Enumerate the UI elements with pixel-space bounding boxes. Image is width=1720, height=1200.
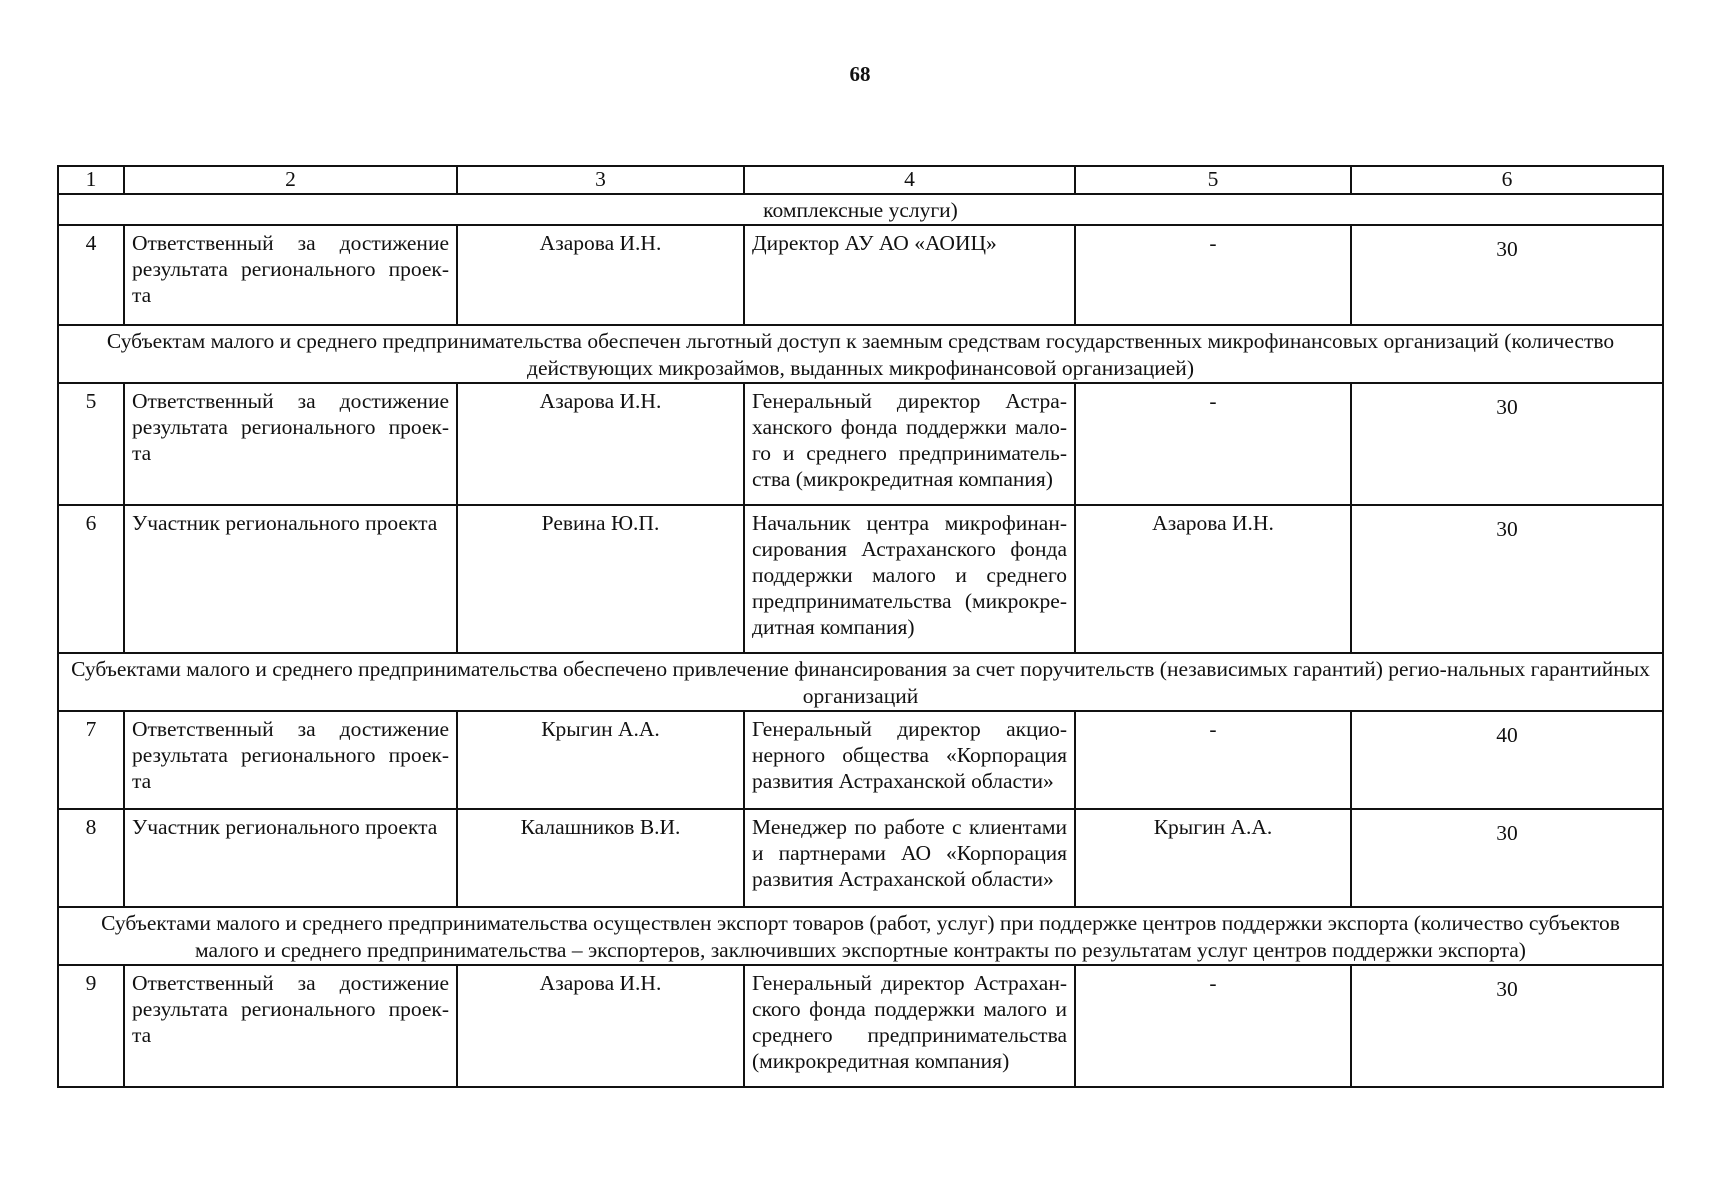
table-row (58, 505, 1663, 653)
row-person: Азарова И.Н. (457, 965, 744, 1087)
row-position: Генеральный директор Астра-ханского фонда поддержки мало-го и среднего предприниматель-ства (микрокредитная компания) (744, 383, 1075, 505)
row-role: Ответственный за достижение результата регионального проек-та (124, 225, 457, 325)
row-position: Генеральный директор акцио-нерного общества «Корпорация развития Астраханской области» (744, 711, 1075, 809)
row-supervisor: - (1075, 225, 1351, 325)
column-header-6: 6 (1351, 166, 1663, 194)
row-role: Ответственный за достижение результата регионального проек-та (124, 965, 457, 1087)
section-row (58, 653, 1663, 711)
row-role: Ответственный за достижение результата регионального проек-та (124, 711, 457, 809)
row-number: 9 (58, 965, 124, 1087)
row-supervisor: - (1075, 383, 1351, 505)
row-number: 5 (58, 383, 124, 505)
row-value: 30 (1351, 505, 1663, 653)
row-person: Азарова И.Н. (457, 225, 744, 325)
row-number: 8 (58, 809, 124, 907)
row-value: 30 (1351, 809, 1663, 907)
row-value: 30 (1351, 225, 1663, 325)
section-title: Субъектам малого и среднего предпринимательства обеспечен льготный доступ к заемным средствам государственных микрофинансовых организаций (количество действующих микрозаймов, выданных микрофинансовой организацией) (58, 325, 1663, 383)
table-row (58, 809, 1663, 907)
row-role: Ответственный за достижение результата регионального проек-та (124, 383, 457, 505)
row-position: Директор АУ АО «АОИЦ» (744, 225, 1075, 325)
row-person: Крыгин А.А. (457, 711, 744, 809)
row-position: Генеральный директор Астрахан-ского фонда поддержки малого и среднего предпринимательства (микрокредитная компания) (744, 965, 1075, 1087)
column-header-1: 1 (58, 166, 124, 194)
column-header-4: 4 (744, 166, 1075, 194)
responsibility-table (57, 165, 1664, 1088)
section-title: Субъектами малого и среднего предпринимательства осуществлен экспорт товаров (работ, услуг) при поддержке центров поддержки экспорта (количество субъектов малого и среднего предпринимательства – экспортеров, заключивших экспортные контракты по результатам услуг центров поддержки экспорта) (58, 907, 1663, 965)
section-title: Субъектами малого и среднего предпринимательства обеспечено привлечение финансирования за счет поручительств (независимых гарантий) регио-нальных гарантийных организаций (58, 653, 1663, 711)
table-row (58, 965, 1663, 1087)
row-number: 4 (58, 225, 124, 325)
section-row (58, 907, 1663, 965)
row-position: Начальник центра микрофинан-сирования Астраханского фонда поддержки малого и среднего предпринимательства (микрокре-дитная компания) (744, 505, 1075, 653)
column-header-5: 5 (1075, 166, 1351, 194)
row-person: Калашников В.И. (457, 809, 744, 907)
row-role: Участник регионального проекта (124, 809, 457, 907)
section-row (58, 325, 1663, 383)
table-row (58, 711, 1663, 809)
row-role: Участник регионального проекта (124, 505, 457, 653)
row-person: Азарова И.Н. (457, 383, 744, 505)
row-supervisor: - (1075, 965, 1351, 1087)
row-number: 6 (58, 505, 124, 653)
row-supervisor: Азарова И.Н. (1075, 505, 1351, 653)
table-row (58, 225, 1663, 325)
row-position: Менеджер по работе с клиентами и партнерами АО «Корпорация развития Астраханской области» (744, 809, 1075, 907)
row-value: 40 (1351, 711, 1663, 809)
row-person: Ревина Ю.П. (457, 505, 744, 653)
column-header-row (58, 166, 1663, 194)
row-value: 30 (1351, 383, 1663, 505)
row-supervisor: Крыгин А.А. (1075, 809, 1351, 907)
column-header-2: 2 (124, 166, 457, 194)
row-value: 30 (1351, 965, 1663, 1087)
row-number: 7 (58, 711, 124, 809)
column-header-3: 3 (457, 166, 744, 194)
page-number: 68 (849, 62, 871, 86)
section-title-continued: комплексные услуги) (58, 194, 1663, 225)
table-row (58, 383, 1663, 505)
section-row (58, 194, 1663, 225)
row-supervisor: - (1075, 711, 1351, 809)
